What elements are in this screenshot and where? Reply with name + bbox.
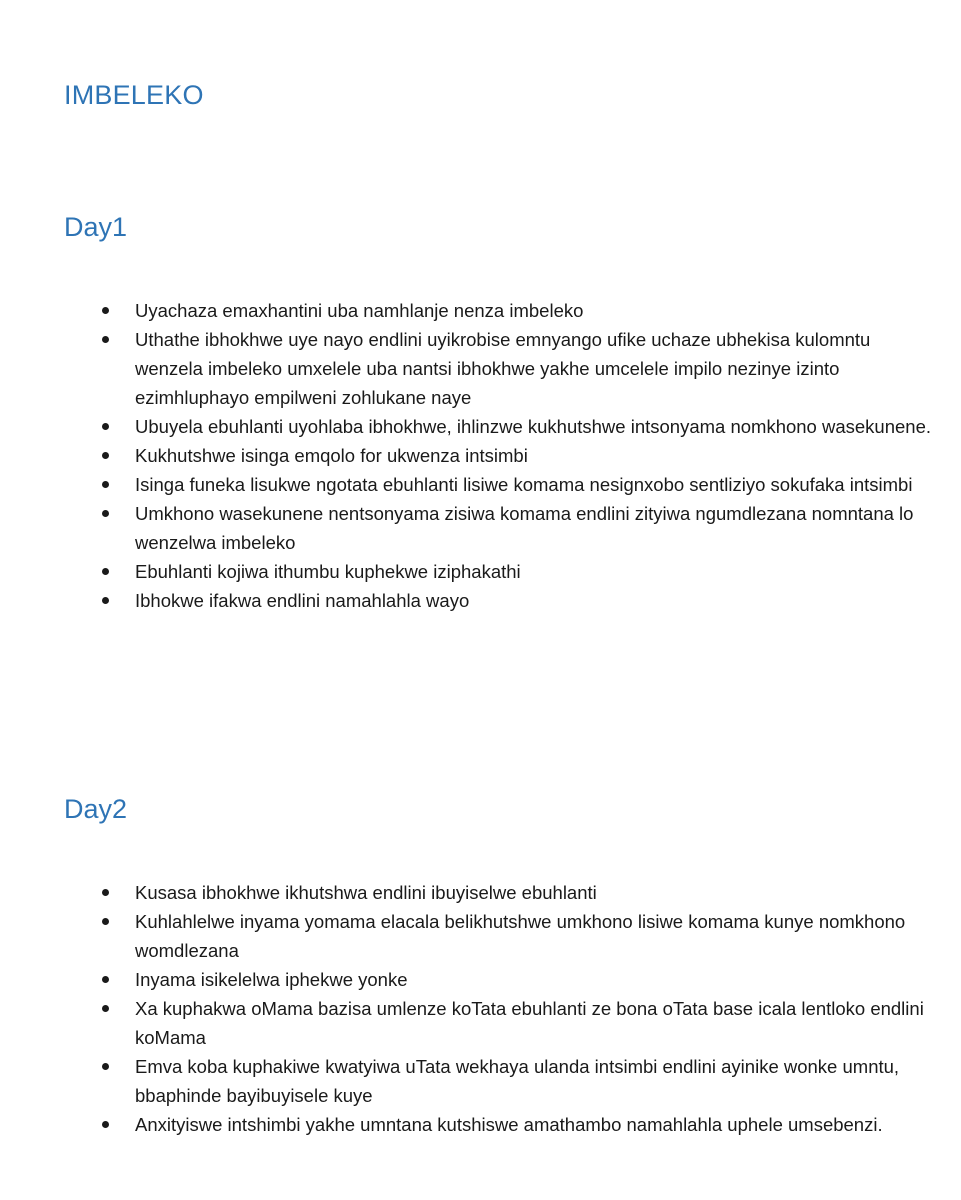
list-item [0, 441, 961, 470]
list-item [0, 499, 961, 557]
bullet-list-day1 [0, 296, 961, 615]
list-item-text: Inyama isikelelwa iphekwe yonke [135, 969, 408, 990]
list-item-text: Anxityiswe intshimbi yakhe umntana kutshiswe amathambo namahlahla uphele umsebenzi. [135, 1114, 883, 1135]
list-item-text: Kusasa ibhokhwe ikhutshwa endlini ibuyiselwe ebuhlanti [135, 882, 597, 903]
bullet-dot-icon [102, 481, 109, 488]
bullet-dot-icon [102, 597, 109, 604]
list-item-text: Ibhokwe ifakwa endlini namahlahla wayo [135, 590, 470, 611]
list-item [0, 412, 961, 441]
list-item [0, 907, 961, 965]
list-item-text: Isinga funeka lisukwe ngotata ebuhlanti lisiwe komama nesignxobo sentliziyo sokufaka intsimbi [135, 474, 913, 495]
list-item-text: Kukhutshwe isinga emqolo for ukwenza intsimbi [135, 445, 528, 466]
bullet-dot-icon [102, 336, 109, 343]
bullet-dot-icon [102, 1005, 109, 1012]
bullet-dot-icon [102, 1121, 109, 1128]
list-item-text: Umkhono wasekunene nentsonyama zisiwa komama endlini zityiwa ngumdlezana nomntana lo wenzelwa imbeleko [135, 503, 914, 553]
list-item [0, 994, 961, 1052]
list-item-text: Ubuyela ebuhlanti uyohlaba ibhokhwe, ihlinzwe kukhutshwe intsonyama nomkhono wasekunene. [135, 416, 932, 437]
list-item [0, 1110, 961, 1139]
list-item-text: Uthathe ibhokhwe uye nayo endlini uyikrobise emnyango ufike uchaze ubhekisa kulomntu wenzela imbeleko umxelele uba nantsi ibhokhwe yakhe umcelele impilo nezinye izinto ezimhluphayo empilweni zohlukane naye [135, 329, 871, 408]
bullet-dot-icon [102, 423, 109, 430]
bullet-dot-icon [102, 307, 109, 314]
list-item [0, 965, 961, 994]
list-item [0, 586, 961, 615]
bullet-dot-icon [102, 976, 109, 983]
list-item-text: Xa kuphakwa oMama bazisa umlenze koTata ebuhlanti ze bona oTata base icala lentloko endlini koMama [135, 998, 924, 1048]
section-heading-day2: Day2 [64, 794, 128, 824]
list-item [0, 325, 961, 412]
bullet-dot-icon [102, 889, 109, 896]
list-item [0, 470, 961, 499]
bullet-dot-icon [102, 510, 109, 517]
list-item-text: Kuhlahlelwe inyama yomama elacala belikhutshwe umkhono lisiwe komama kunye nomkhono womdlezana [135, 911, 906, 961]
list-item-text: Emva koba kuphakiwe kwatyiwa uTata wekhaya ulanda intsimbi endlini ayinike wonke umntu, bbaphinde bayibuyisele kuye [135, 1056, 900, 1106]
bullet-dot-icon [102, 452, 109, 459]
bullet-dot-icon [102, 568, 109, 575]
bullet-dot-icon [102, 1063, 109, 1070]
list-item-text: Uyachaza emaxhantini uba namhlanje nenza imbeleko [135, 300, 584, 321]
section-heading-day1: Day1 [64, 212, 128, 242]
list-item [0, 557, 961, 586]
bullet-dot-icon [102, 918, 109, 925]
list-item [0, 878, 961, 907]
list-item [0, 296, 961, 325]
list-item-text: Ebuhlanti kojiwa ithumbu kuphekwe iziphakathi [135, 561, 521, 582]
document-title: IMBELEKO [64, 80, 204, 110]
bullet-list-day2 [0, 878, 961, 1139]
list-item [0, 1052, 961, 1110]
